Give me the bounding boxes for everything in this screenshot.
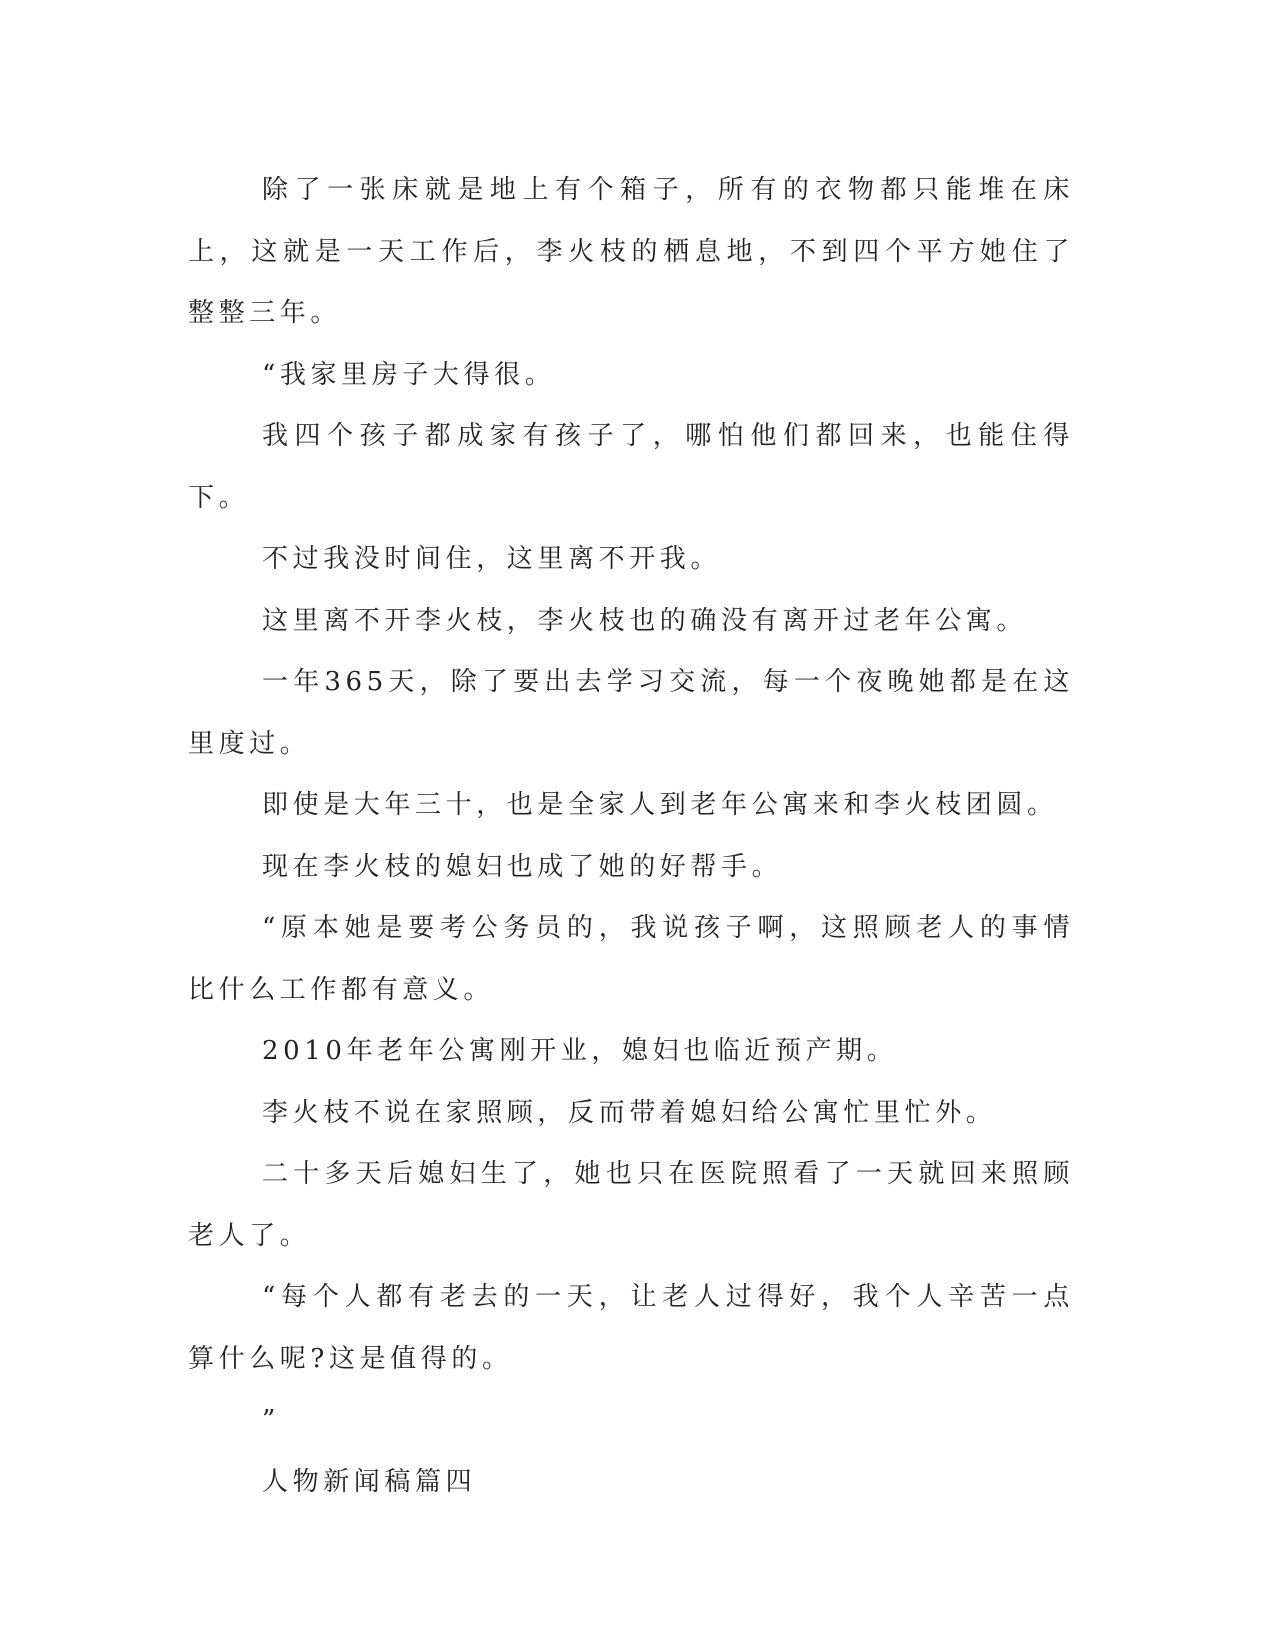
paragraph-2: “我家里房子大得很。 [262, 359, 556, 390]
paragraph-7: 即使是大年三十，也是全家人到老年公寓来和李火枝团圆。 [262, 790, 1058, 820]
paragraph-1: 除了一张床就是地上有个箱子，所有的衣物都只能堆在床上，这就是一天工作后，李火枝的栖息地，不到四个平方她住了整整三年。 [188, 175, 1074, 328]
paragraph-8: 现在李火枝的媳妇也成了她的好帮手。 [262, 851, 783, 882]
paragraph-13: “每个人都有老去的一天，让老人过得好，我个人辛苦一点算什么呢?这是值得的。 [188, 1282, 1074, 1374]
paragraph-11: 李火枝不说在家照顾，反而带着媳妇给公寓忙里忙外。 [262, 1097, 997, 1128]
section-heading: 人物新闻稿篇四 [262, 1466, 477, 1497]
paragraph-9: “原本她是要考公务员的，我说孩子啊，这照顾老人的事情比什么工作都有意义。 [188, 913, 1074, 1005]
paragraph-6: 一年365天，除了要出去学习交流，每一个夜晚她都是在这里度过。 [188, 667, 1074, 759]
paragraph-5: 这里离不开李火枝，李火枝也的确没有离开过老年公寓。 [262, 605, 1028, 636]
paragraph-12: 二十多天后媳妇生了，她也只在医院照看了一天就回来照顾老人了。 [188, 1159, 1074, 1251]
paragraph-3: 我四个孩子都成家有孩子了，哪怕他们都回来，也能住得下。 [188, 421, 1074, 513]
closing-quote: ” [262, 1405, 280, 1435]
paragraph-4: 不过我没时间住，这里离不开我。 [262, 544, 722, 574]
document-body [188, 160, 1074, 1513]
paragraph-10: 2010年老年公寓刚开业，媳妇也临近预产期。 [262, 1036, 898, 1066]
